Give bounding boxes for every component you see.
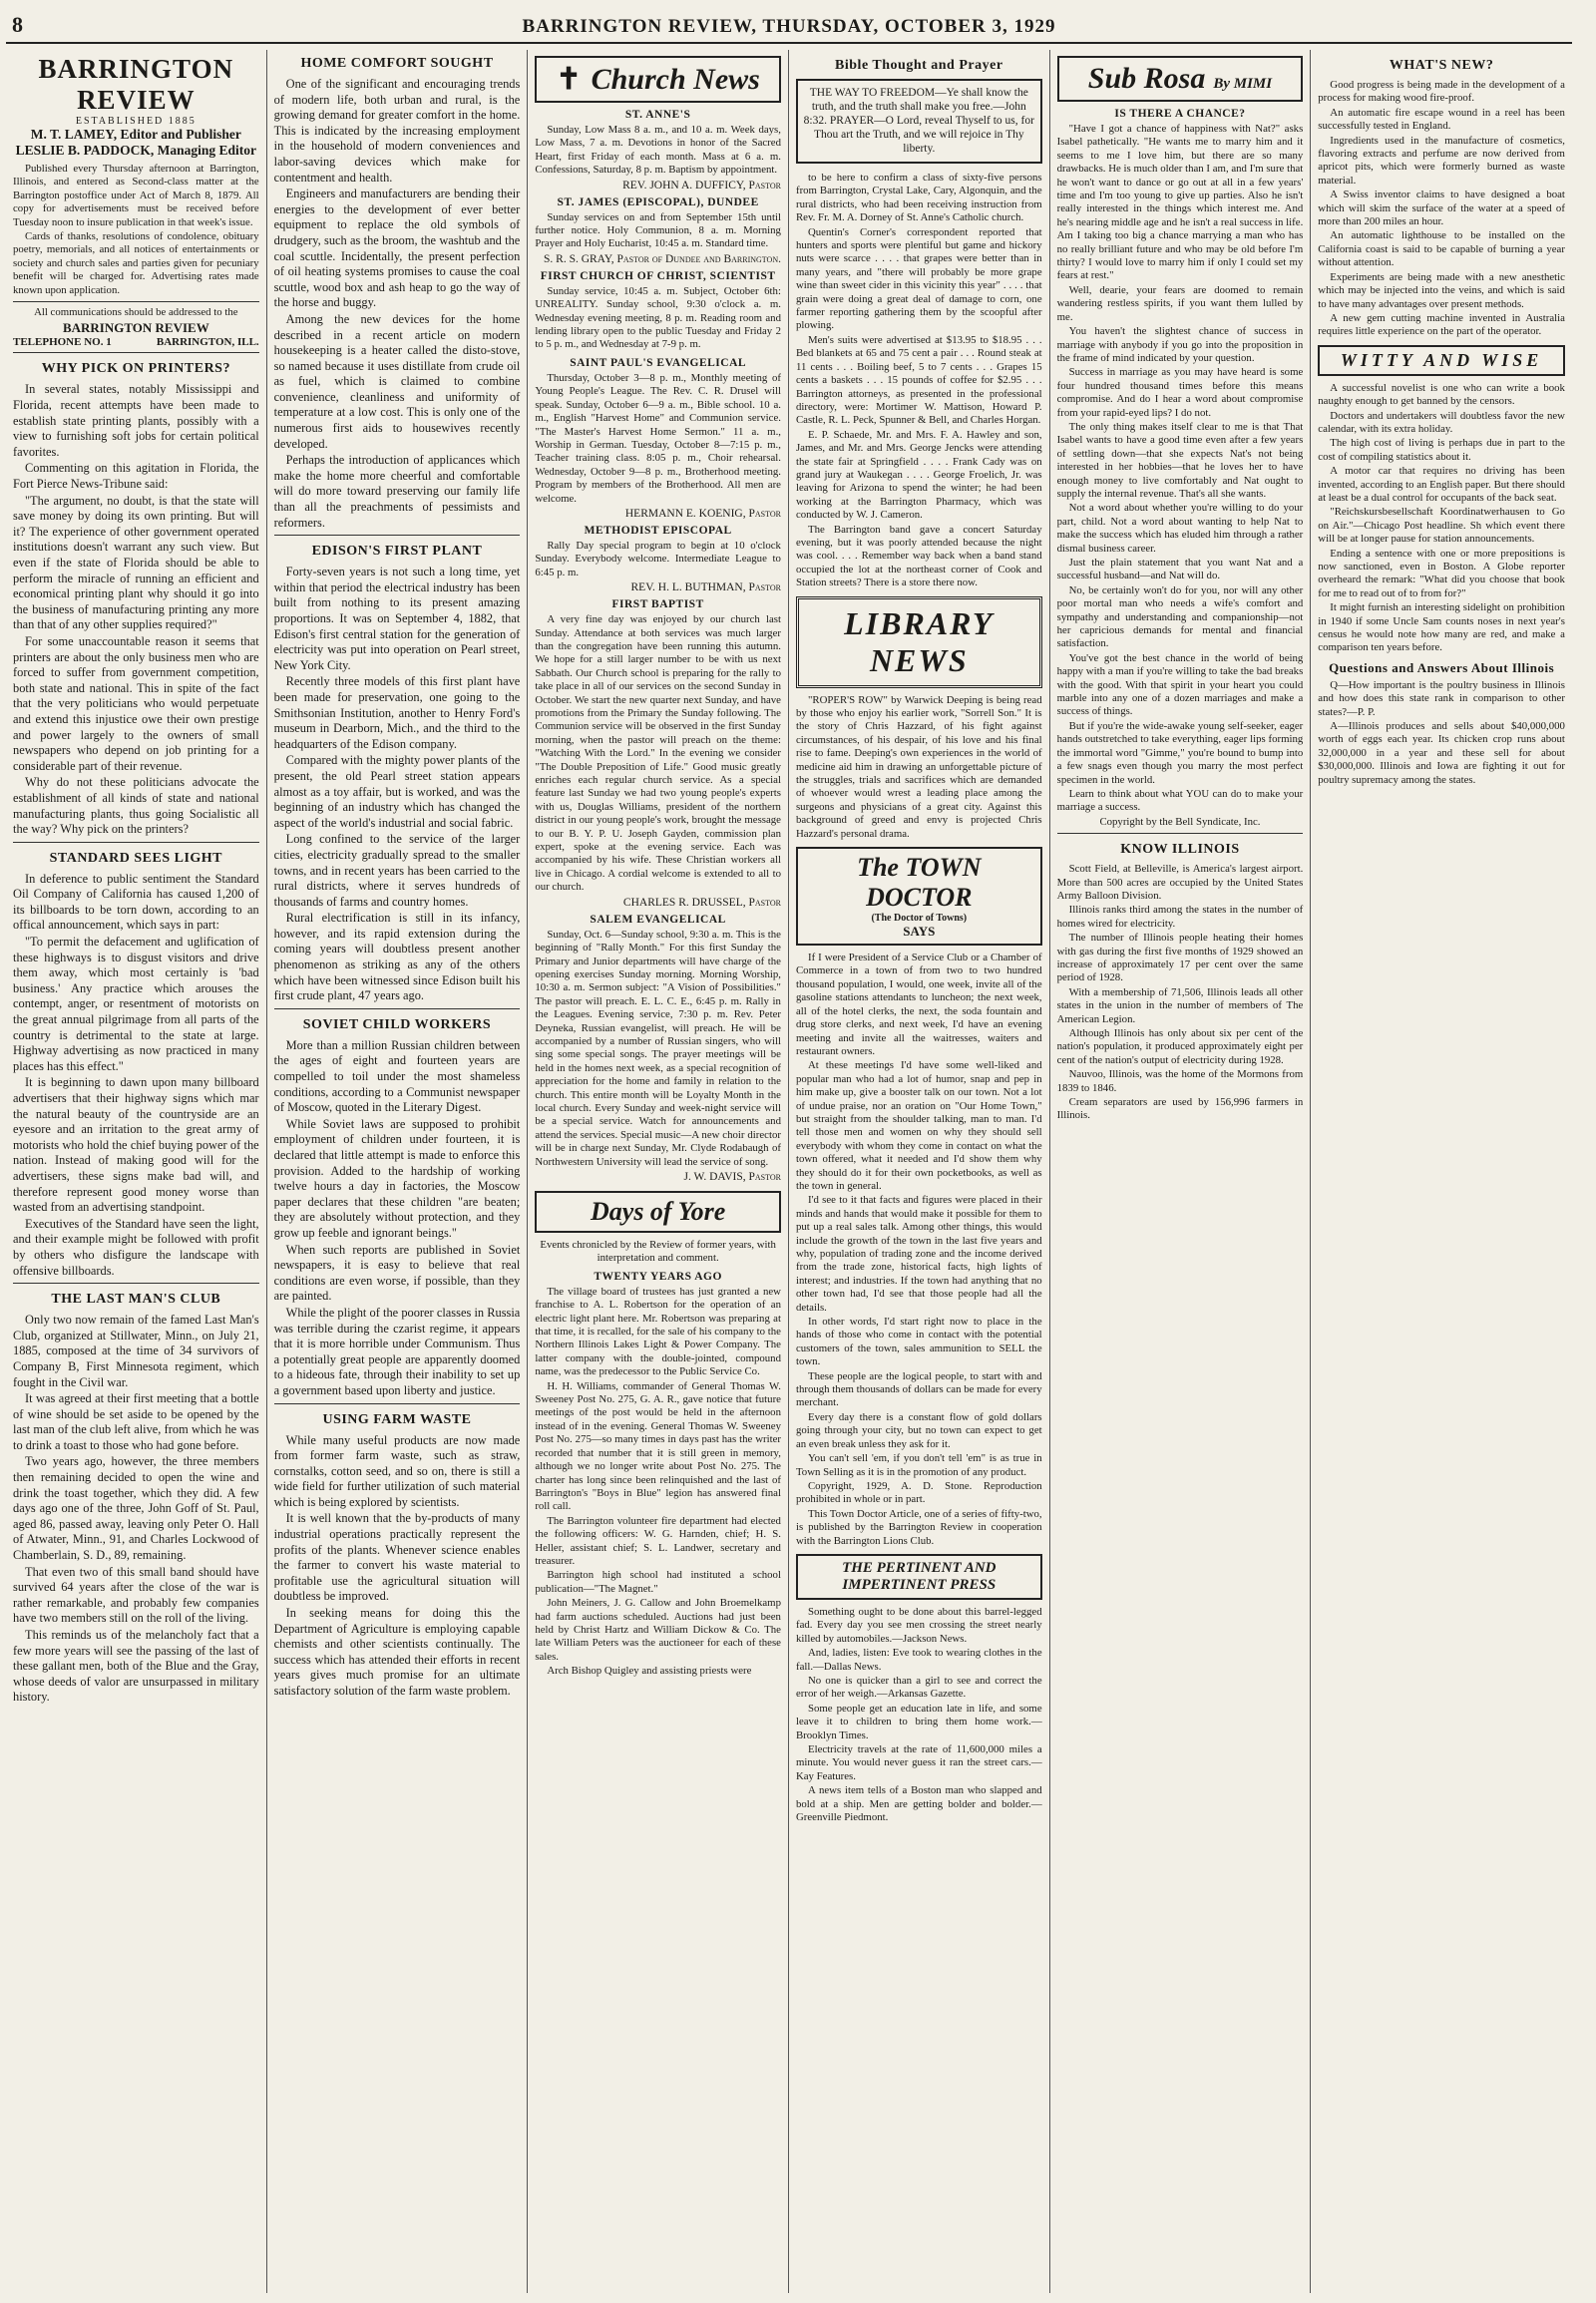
article-paragraph: These people are the logical people, to start with and through them thousands of dollars can be made for every merchant. — [795, 1369, 1042, 1409]
article-paragraph: "Have I got a chance of happiness with Nat?" asks Isabel pathetically. "He wants me to marry him and it seems to me I love him, but there are so many drawbacks. He is much older than I am, and I'm sure that he won't want to dance or go out at all in a few years' time and I'm too young to give up parties. Also he isn't really interested in the things which interest me. And he's nearing middle age and he isn't a real success in life. Am I taking too big a chance marrying a man who has no really brilliant future and who may be old before I'm thirty? I would love to marry him if only I could set my fears at rest." — [1056, 123, 1304, 282]
article-paragraph: Some people get an education late in life, and some leave it to children to bring them home work.—Brooklyn Times. — [795, 1702, 1042, 1741]
article-paragraph: Perhaps the introduction of applicances which make the home more cheerful and comfortable will do more toward preserving our family life than all the preachments of pessimists and reformers. — [273, 453, 521, 530]
article-paragraph: Commenting on this agitation in Florida, the Fort Pierce News-Tribune said: — [13, 461, 259, 492]
church-schedule: Rally Day special program to begin at 10 o'clock Sunday. Everybody welcome. Intermediate League to 6:45 p. m. — [535, 539, 781, 578]
article-paragraph: One of the significant and encouraging trends of modern life, both urban and rural, is the growing demand for greater comfort in the home. This is indicated by the increasing employment in the household of modern conveniences and labor-saving devices which make for contentment and health. — [273, 77, 521, 185]
article-heading: THE LAST MAN'S CLUB — [51, 1292, 221, 1308]
article-paragraph: The village board of trustees has just granted a new franchise to A. L. Robertson for the operation of an electric light plant here. Mr. Robertson was preparing at that time, it is recalled, for the sale of his company to the Northern Illinois Lakes Light & Power Company. The latter company with the double-jointed, compound name, was the predecessor to the Public Service Co. — [535, 1285, 781, 1378]
church-pastor: REV. JOHN A. DUFFICY, Pastor — [622, 179, 781, 192]
column-5-6 — [1050, 50, 1572, 2293]
page-number: 8 — [12, 12, 23, 37]
church-pastor: J. W. DAVIS, Pastor — [683, 1171, 781, 1183]
bible-verse-box — [796, 79, 1042, 164]
article-paragraph: You can't sell 'em, if you don't tell 'em" is as true in Town Selling as it is in the promotion of any product. — [795, 1452, 1042, 1478]
article-paragraph: A successful novelist is one who can write a book naughty enough to get banned by the censors. — [1318, 381, 1565, 408]
article-heading: SOVIET CHILD WORKERS — [302, 1016, 492, 1032]
article-heading: USING FARM WASTE — [322, 1411, 472, 1427]
article-paragraph: A Swiss inventor claims to have designed a boat which will skim the surface of the water at a speed of more than 200 miles an hour. — [1318, 189, 1565, 228]
days-of-yore-subtitle: Events chronicled by the Review of former years, with interpretation and comment. — [540, 1239, 776, 1265]
article-paragraph: Every day there is a constant flow of gold dollars going through your city, but no town can expect to get an even break unless they ask for it. — [795, 1410, 1042, 1450]
church-news-title: Church News — [591, 62, 760, 96]
article-heading: HOME COMFORT SOUGHT — [300, 56, 494, 71]
church-schedule: Thursday, October 3—8 p. m., Monthly meeting of Young People's League. The Rev. C. R. Drusel will speak. Sunday, October 6—9 a. m., Bible school. 10 a. m., English "Harvest Home" and Communion service. "The Master's Harvest Home Sermon." 11 a. m., Worship in German. Tuesday, October 8—7:15 p. m., Teacher training class. 8:05 p. m., Choir rehearsal. Wednesday, October 9—8 p. m., Brotherhood meeting. Program by members of the Brotherhood. All men are welcome. — [535, 371, 781, 505]
article-paragraph: It is beginning to dawn upon many billboard advertisers that their highway signs which mar the natural beauty of the countryside are an eyesore and an irritation to the great army of motorists who hold the chief buying power of the nation. Instead of making good will for the advertisers, these signs make bad will, and therefore represent good money worse than wasted from an advertising standpoint. — [13, 1075, 259, 1215]
article-paragraph: Doctors and undertakers will doubtless favor the new calendar, with its extra holiday. — [1318, 409, 1565, 435]
article-paragraph: Although Illinois has only about six per cent of the nation's population, it produced approximately eight per cent of the nation's output of electricity during 1928. — [1056, 1027, 1304, 1066]
column-6 — [1311, 50, 1572, 2293]
article-paragraph: The high cost of living is perhaps due in part to the cost of compiling statistics about it. — [1318, 437, 1565, 463]
article-paragraph: It is well known that the by-products of many industrial operations practically represent the profits of the plants. Whenever science enables the farmer to convert his waste material to profitable use the agricultural situation will doubtless be improved. — [273, 1511, 521, 1604]
article-paragraph: While many useful products are now made from former farm waste, such as straw, cornstalks, cotton seed, and so on, there is still a wide field for further utilization of such material which is being explored by scientists. — [273, 1432, 521, 1509]
town: BARRINGTON, ILL. — [156, 336, 259, 349]
church-pastor: S. R. S. GRAY, Pastor of Dundee and Barrington. — [544, 252, 781, 265]
article-paragraph: to be here to confirm a class of sixty-five persons from Barrington, Crystal Lake, Cary, Algonquin, and the rural districts, who had been receiving instruction from Rev. Fr. M. A. Dorney of St. Anne's Catholic church. — [795, 172, 1042, 224]
town-doctor-banner — [796, 847, 1042, 946]
church-name: FIRST CHURCH OF CHRIST, SCIENTIST — [540, 269, 776, 282]
article-paragraph: With a membership of 71,506, Illinois leads all other states in the union in the number of members of The American Legion. — [1056, 985, 1304, 1025]
article-paragraph: You've got the best chance in the world of being happy with a man if you're willing to take the bad breaks with the good. With that spirit in your heart you could marble into any one of a dozen marriages and make a success of things. — [1056, 651, 1304, 718]
church-schedule: A very fine day was enjoyed by our church last Sunday. Attendance at both services was much larger than the congregation have been running this autumn. We hope for a still larger number to be with us next Sabbath. Our Church school is preparing for the rally to take place in all of our services on the second Sunday in October. We start the new quarter next Sunday, and have promotions from the Primary the Sunday following. The Communion service will be observed in the first Sunday morning, when the pastor will preach on the theme: "Watching With the Lord." In the evening we consider "The Double Preposition of Life." Good music greatly enriches each regular church service. As a special feature last Sunday we had two young people's experts with us, Douglas Williams, president of the northern district in our young people's work, brought the message to our B. Y. P. U. Joseph Gayden, commission plan expert, spoke at the evening service. Each was accompanied by his wife. These Christian workers all live in Chicago. A cordial welcome is extended to all to our church. — [535, 613, 781, 894]
editor-line: M. T. LAMEY, Editor and Publisher — [30, 127, 241, 142]
article-paragraph: It was agreed at their first meeting that a bottle of wine should be set aside to be opened by the last man of the club left alive, from which he was to drink a toast to those who had gone before. — [13, 1391, 259, 1452]
sub-rosa-banner — [1057, 56, 1304, 102]
article-paragraph: At these meetings I'd have some well-liked and popular man who had a lot of humor, snap and pep in him make up, give a booster talk on our town. Not a lot of undue praise, nor an oration on "Our Home Town," but straight from the shoulder talking, man to man. I'd tell those men and women on why they should sell everybody with whom they come in contact on what the town offered, what it needed and I'd show them why they should do it for their own pocketbooks, as well as the town in general. — [795, 1059, 1042, 1192]
article-paragraph: And, ladies, listen: Eve took to wearing clothes in the fall.—Dallas News. — [795, 1647, 1042, 1673]
article-paragraph: Among the new devices for the home described in a recent article on modern housekeeping is a heater called the disto-stove, so named because it uses distillate from crude oil as fuel, which is claimed to combine convenience, cleanliness and uniformity of temperature at a low cost. This is only one of the numerous first aids to housewives recently developed. — [273, 311, 521, 451]
article-paragraph: I'd see to it that facts and figures were placed in their minds and hands that would make it possible for them to put up a real sales talk. Among other things, this would include the growth of the town in the last five years and why, population of trading zone and the income derived from the trade zone, historical facts, high lights of interest; and industries. If the town had anything that no other town had, I'd see that those people had all the details. — [795, 1194, 1042, 1314]
paper-nameplate — [13, 54, 259, 159]
article-paragraph: Copyright, 1929, A. D. Stone. Reproduction prohibited in whole or in part. — [795, 1479, 1042, 1506]
article-paragraph: Something ought to be done about this barrel-legged fad. Every day you see men crossing the street nearly killed by automobiles.—Jackson News. — [795, 1605, 1042, 1645]
article-paragraph: Long confined to the service of the larger cities, electricity gradually spread to the smaller towns, and in recent years has been carried to the rural districts, where it serves hundreds of thousands of farms and country homes. — [273, 832, 521, 909]
article-paragraph: Quentin's Corner's correspondent reported that hunters and sports were plentiful but game and hickory nuts were scarce . . . . that grapes were better than in many years, and "there will probably be more grape wine than sweet cider in this vicinity this year" . . . . that grain were doing a great deal of damage to corn, one farmer reporting gathering them by the scoopful after plowing. — [795, 225, 1042, 332]
article-paragraph: An automatic lighthouse to be installed on the California coast is said to be capable of burning a year without attention. — [1318, 229, 1565, 269]
article-heading: WHAT'S NEW? — [1389, 58, 1494, 73]
pertinent-press-banner: THE PERTINENT AND IMPERTINENT PRESS — [796, 1554, 1042, 1600]
editor-line: LESLIE B. PADDOCK, Managing Editor — [15, 143, 256, 158]
article-paragraph: John Meiners, J. G. Callow and John Broemelkamp had farm auctions scheduled. Auctions had just been held by Christ Hartz and William Dickow & Co. The late William Peters was the auctioneer for each of these sales. — [535, 1597, 781, 1663]
article-heading: WHY PICK ON PRINTERS? — [41, 361, 230, 377]
town-doctor-says: SAYS — [903, 924, 936, 940]
column-2 — [267, 50, 529, 2293]
article-paragraph: But if you're the wide-awake young self-seeker, eager hands outstretched to take everything, eager lips forming the immortal word "Gimme," you're bound to bump into a few snags even though you marry the most perfect specimen in the world. — [1056, 719, 1304, 786]
article-paragraph: More than a million Russian children between the ages of eight and fourteen years are compelled to toil under the most shameless conditions, according to a Communist newspaper of Moscow, quoted in the Literary Digest. — [273, 1037, 521, 1115]
article-paragraph: Nauvoo, Illinois, was the home of the Mormons from 1839 to 1846. — [1056, 1068, 1304, 1094]
article-paragraph: Scott Field, at Belleville, is America's largest airport. More than 500 acres are occupied by the United States Army Balloon Division. — [1056, 863, 1304, 902]
article-paragraph: No, be certainly won't do for you, nor will any other poor mortal man who needs a wife's comfort and sympathy and understanding and companionship—not her capricious demands for mental and financial satisfaction. — [1056, 583, 1304, 650]
article-paragraph: In seeking means for doing this the Department of Agriculture is employing capable chemists and other scientists continually. The success which has attended their efforts in recent years gives much promise for an ultimate satisfactory solution of the farm waste problem. — [273, 1606, 521, 1698]
church-name: ST. JAMES (EPISCOPAL), DUNDEE — [557, 195, 759, 208]
section-subheading: Questions and Answers About Illinois — [1329, 659, 1555, 675]
article-paragraph: Experiments are being made with a new anesthetic which may be injected into the veins, and which is said to have many advantages over present methods. — [1318, 270, 1565, 310]
church-pastor: REV. H. L. BUTHMAN, Pastor — [630, 581, 781, 594]
masthead-line: BARRINGTON REVIEW, THURSDAY, OCTOBER 3, 1929 — [522, 16, 1056, 37]
sub-rosa-byline: By MIMI — [1213, 76, 1273, 92]
article-paragraph: In other words, I'd start right now to place in the hands of those who come in contact with the potential customers of the town, sales ammunition to SELL the town. — [795, 1316, 1042, 1368]
article-heading: STANDARD SEES LIGHT — [49, 850, 223, 866]
article-paragraph: You haven't the slightest chance of success in marriage with anybody if you go into the proposition in the frame of mind indicated by your question. — [1056, 325, 1304, 364]
cross-icon: ✝ — [556, 63, 582, 96]
article-paragraph: Rural electrification is still in its infancy, however, and its rapid extension during the coming years will doubtless present another phenomenon as striking as any of the others which have been witnessed since Edison built his first crude plant, 47 years ago. — [273, 911, 521, 1003]
column-5 — [1050, 50, 1312, 2293]
article-paragraph: Recently three models of this first plant have been made for preservation, one going to the Smithsonian Institution, another to Henry Ford's museum in Dearborn, Mich., and the third to the headquarters of the Edison company. — [273, 674, 521, 751]
witty-and-wise-banner: WITTY AND WISE — [1318, 345, 1565, 376]
article-paragraph: In several states, notably Mississippi and Florida, recent attempts have been made to establish state printing plants, possibly with a view to furnishing soft jobs for certain political favorites. — [13, 382, 259, 459]
article-paragraph: A—Illinois produces and sells about $40,000,000 worth of eggs each year. Its chicken crop runs about 32,000,000 in a year and these sell for about $30,000,000. Illinois and Iowa are fighting it out for poultry supremacy among the states. — [1318, 720, 1565, 786]
article-paragraph: Two years ago, however, the three members then remaining decided to open the wine and drink the toast together, which they did. A few days ago one of the three, John Goff of St. Paul, aged 86, passed away, leaving only Peter O. Hall of Atwater, Minn., 91, and Charles Lockwood of Chamberlain, S. D., 89, remaining. — [13, 1454, 259, 1563]
church-name: SAINT PAUL'S EVANGELICAL — [570, 356, 747, 369]
article-paragraph: Men's suits were advertised at $13.95 to $18.95 . . . Bed blankets at 65 and 75 cent a pair . . . Round steak at 11 cents . . . Boiling beef, 5 to 7 cents . . . Grapes 15 cents a baskets . . . 15 pounds of coffee for $2.95 . . . Barrington attorneys, as presented in the professional directory, were: Mortimer W. Mattison, Howard P. Castle, R. L. Peck, Spunner & Bell, and Charles Horgan. — [795, 333, 1042, 427]
article-paragraph: Learn to think about what YOU can do to make your marriage a success. — [1056, 787, 1304, 814]
article-paragraph: In deference to public sentiment the Standard Oil Company of California has caused 1,200 of its billboards to be torn down, according to an offical announcement, which says in part: — [13, 871, 259, 933]
church-pastor: HERMANN E. KOENIG, Pastor — [624, 507, 781, 520]
bible-heading: Bible Thought and Prayer — [835, 58, 1003, 73]
article-paragraph: Ending a sentence with one or more prepositions is now sanctioned, even in Boston. A Globe reporter overheard the remark: "What did you choose that book for me to read out of to from for?" — [1318, 547, 1565, 599]
church-name: ST. ANNE'S — [624, 109, 691, 121]
article-paragraph: Q—How important is the poultry business in Illinois and how does this state rank in comparison to other states?—P. P. — [1318, 678, 1565, 718]
cards-notice: Cards of thanks, resolutions of condolence, obituary poetry, memorials, and all notices of entertainments or society and church sales and parties given for pecuniary benefit will be charged for. Advertising rates made known upon application. — [13, 230, 259, 296]
article-paragraph: Barrington high school had instituted a school publication—"The Magnet." — [535, 1569, 781, 1595]
article-paragraph: The number of Illinois people heating their homes with gas during the first five months of 1929 showed an increase of approximately 17 per cent over the same period of 1928. — [1056, 932, 1304, 984]
article-paragraph: While Soviet laws are supposed to prohibit employment of children under fourteen, it is declared that little attempt is made to enforce this provision. Added to the hardship of working twelve hours a day in factories, the Moscow paper declares that these children "are beaten; they are absolutely without protection, and they grow up feeble and ignorant beings." — [273, 1116, 521, 1240]
article-paragraph: "To permit the defacement and uglification of these highways is to disgust visitors and drive them away, which most certainly is 'bad business.' Any practice which arouses the contempt, anger, or resentment of motorists on the great annual pilgrimage from all parts of the country is detrimental to the state at large. Highway advertising as now practiced in many places has this effect." — [13, 935, 259, 1073]
article-paragraph: That even two of this small band should have survived 64 years after the close of the war is rather remarkable, and probably few companies have two members still on the roll of the living. — [13, 1564, 259, 1626]
article-paragraph: Forty-seven years is not such a long time, yet within that period the electrical industry has been built from nothing to its present amazing proportions. It was on September 4, 1882, that Edison's first central station for the generation of electricity was put into operation on Pearl street, New York City. — [273, 565, 521, 672]
article-paragraph: While the plight of the poorer classes in Russia was terrible during the czarist regime, it appears that it is more horrible under Communism. Thus a potentially great people are apparently doomed to a hideous fate, through their inability to set up a government based upon liberty and justice. — [273, 1305, 521, 1397]
article-paragraph: H. H. Williams, commander of General Thomas W. Sweeney Post No. 275, G. A. R., gave notice that future meetings of the post would be held in the afternoon instead of in the evening. General Thomas W. Sweeney Post No. 275—so many times in days past has the writer recorded that number that it is still green in memory, although we no longer write about Post No. 275. The charter has long since been relinquished and the last of Barrington's "Boys in Blue" legion has answered final roll call. — [535, 1379, 781, 1513]
article-paragraph: For some unaccountable reason it seems that printers are about the only business men who are forced to suffer from government competition, both state and national. This in spite of the fact that the very politicians who would perpetuate and extend this injustice owe their own prestige and power largely to the owners of small newspapers who depend on job printing for a considerable part of their revenue. — [13, 633, 259, 773]
article-paragraph: This reminds us of the melancholy fact that a few more years will see the passing of the last of these gallant men, both of the Blue and the Gray, whose deeds of valor are unsurpassed in military history. — [13, 1628, 259, 1705]
article-paragraph: Electricity travels at the rate of 11,600,000 miles a minute. You would never guess it ran the street cars.—Kay Features. — [795, 1743, 1042, 1782]
town-doctor-subtitle: (The Doctor of Towns) — [871, 913, 968, 925]
article-paragraph: "ROPER'S ROW" by Warwick Deeping is being read by those who enjoy his earlier work, "Sorrell Son." It is the story of Chris Hazzard, of his fight against circumstances, of his despair, of his love and his final rise to fame. Deeping's own experiences in the world of medicine aid him in drawing an unforgettable picture of the struggles, trials and sacrifices which are demanded of whoever would wrest a leading place among the surgeons and physicians of a great city. Against this background of greed and envy is projected Chris Hazzard's personal drama. — [795, 693, 1042, 840]
article-paragraph: Good progress is being made in the development of a process for making wood fire-proof. — [1318, 79, 1565, 105]
columns — [6, 50, 1572, 2293]
article-paragraph: A news item tells of a Boston man who slapped and bold at a ship. Men are getting bolder and bolder.—Greenville Piedmont. — [795, 1784, 1042, 1824]
article-paragraph: If I were President of a Service Club or a Chamber of Commerce in a town of from two to two hundred thousand population, I would, one week, invite all of the gasoline stations attendants to luncheon; the next week, all of the hotel clerks, the next, the soda fountain and drug store clerks, and next week, I'd have an evening meeting and invite all the waitresses, waiters and restaurant owners. — [795, 952, 1042, 1057]
article-paragraph: Why do not these politicians advocate the establishment of all kinds of state and national manufacturing plants, thus going Socialistic all the way? Why pick on the printers? — [13, 775, 259, 837]
article-paragraph: The Barrington band gave a concert Saturday evening, but it was poorly attended because the night was cool. . . . Remember way back when a band stand occupied the lot at the northeast corner of Cook and Station streets? There is a store there now. — [795, 523, 1042, 589]
article-paragraph: "Reichskursbesellschaft Koordinatwerhausen to Go on Air."—Chicago Post headline. Sh which event there will be at longer pause for station announcements. — [1318, 506, 1565, 546]
article-paragraph: Compared with the mighty power plants of the present, the old Pearl street station appears almost as a toy affair, but is worked, and was the beginning of an industry which has changed the aspect of the world's industrial and social fabric. — [273, 753, 521, 830]
article-paragraph: Just the plain statement that you want Nat and a successful husband—and Nat will do. — [1056, 557, 1304, 582]
article-paragraph: Well, dearie, your fears are doomed to remain wandering restless spirits, if you want them lulled by me. — [1056, 283, 1304, 323]
article-paragraph: Engineers and manufacturers are bending their energies to the development of ever better equipment to replace the old symbols of drudgery, such as the broom, the washtub and the coal scuttle. Incidentally, the present perfection of oil heating systems promises to cause the coal scuttle, wood box and ash heap to go the way of the horse and buggy. — [273, 187, 521, 310]
article-paragraph: The only thing makes itself clear to me is that That Isabel wants to have a good time even after a few years of settling down—that she expects Nat's not being interested in her hobbies—that he loves her to have enough money to live comfortably and Nat ought to supply the internal revenue. That's all she wants. — [1056, 420, 1304, 500]
article-paragraph: When such reports are published in Soviet newspapers, it is easy to believe that real conditions are even worse, if possible, than they are painted. — [273, 1242, 521, 1304]
article-paragraph: Success in marriage as you may have heard is some four hundred thousand times before this means compromise. And do I hear a word about compromise from your rapid-eyed lips? I do not. — [1056, 366, 1304, 419]
church-pastor: CHARLES R. DRUSSEL, Pastor — [622, 896, 781, 909]
article-paragraph: Arch Bishop Quigley and assisting priests were — [547, 1665, 752, 1678]
article-paragraph: Ingredients used in the manufacture of cosmetics, flavoring extracts and perfume are now derived from apricot pits, which were formerly burned as waste material. — [1318, 134, 1565, 187]
article-paragraph: No one is quicker than a girl to see and correct the error of her weigh.—Arkansas Gazette. — [795, 1674, 1042, 1701]
town-doctor-title: The TOWN DOCTOR — [857, 853, 982, 913]
sub-rosa-title: Sub Rosa — [1087, 62, 1206, 95]
church-name: FIRST BAPTIST — [611, 598, 704, 611]
article-paragraph: A motor car that requires no driving has been invented, according to an English paper. But there should at least be a dual control for occupants of the back seat. — [1318, 465, 1565, 504]
telephone: TELEPHONE NO. 1 — [13, 336, 112, 349]
article-paragraph: "The argument, no doubt, is that the state will save money by doing its own printing. But will it? The experience of other government operated institutions doesn't warrant any such view. But even if the state of Florida should be able to perform the miracle of running an efficient and economical printing plant why should it go into the business of manufacturing printing any more than that of any other supplies required?" — [13, 493, 259, 632]
church-schedule: Sunday service, 10:45 a. m. Subject, October 6th: UNREALITY. Sunday school, 9:30 o'clock a. m. Wednesday evening meeting, 8 p. m. Reading room and lending library open to the public Tuesday and Friday 2 to 5 p. m., and Wednesday at 7-9 p. m. — [535, 284, 781, 351]
address-notice: All communications should be addressed to the — [34, 306, 238, 319]
paper-name: BARRINGTON REVIEW — [38, 54, 234, 115]
column-1 — [6, 50, 267, 2293]
article-heading: EDISON'S FIRST PLANT — [311, 544, 483, 560]
church-schedule: Sunday services on and from September 15th until further notice. Holy Communion, 8 a. m. Morning Prayer and Holy Eucharist, 10:45 a. m. Standard time. — [535, 210, 781, 250]
section-subheading: TWENTY YEARS AGO — [594, 1270, 722, 1283]
article-paragraph: A new gem cutting machine invented in Australia requires little experience on the part of the operator. — [1318, 311, 1565, 338]
copyright-line: Copyright by the Bell Syndicate, Inc. — [1099, 815, 1261, 828]
bible-verse: THE WAY TO FREEDOM—Ye shall know the truth, and the truth shall make you free.—John 8:32. PRAYER—O Lord, reveal Thyself to us, for Thou art the Truth, and we will rejoice in Thy liberty. — [803, 87, 1034, 155]
established-line: ESTABLISHED 1885 — [75, 116, 197, 127]
days-of-yore-banner: Days of Yore — [535, 1191, 781, 1233]
church-schedule: Sunday, Oct. 6—Sunday school, 9:30 a. m. This is the beginning of "Rally Month." For this first Sunday the Primary and Junior departments will have charge of the opening exercises Sunday morning. Morning Worship, 10:30 a. m. Sermon subject: "A Vision of Possibilities." The pastor will preach. E. L. C. E., 6:45 p. m. Rally in the Leagues. Evening service, 7:30 p. m. Rev. Peter Deyneka, Russian evangelist, will preach. He will be accompanied by a number of Russian singers, who will sing some special songs. The prayer meetings will be held in the homes next week, as a special recognition of appreciation for the home and family in relation to the church. This entire month will be Loyalty Month in the local church. Every Sunday and week-night service will be a special service. Watch for announcements and attend the services. Special music—A new choir director will be in charge next Sunday, Mr. Clyde Rodabaugh of Northwestern University will lead the service of song. — [535, 928, 781, 1168]
article-paragraph: It might furnish an interesting sidelight on prohibition in 1940 if some Uncle Sam counts noses in next year's census he would note how many are red, and make a comparison ten years before. — [1318, 601, 1565, 654]
church-name: SALEM EVANGELICAL — [590, 913, 726, 926]
article-paragraph: This Town Doctor Article, one of a series of fifty-two, is published by the Barrington Review in cooperation with the Barrington Lions Club. — [795, 1507, 1042, 1547]
section-subheading: IS THERE A CHANCE? — [1114, 108, 1246, 120]
church-list — [535, 109, 781, 1183]
article-paragraph: Only two now remain of the famed Last Man's Club, organized at Stillwater, Minn., on July 21, 1885, composed at the time of 34 survivors of Company B, First Minnesota regiment, which fought in the Civil war. — [13, 1313, 259, 1389]
church-name: METHODIST EPISCOPAL — [584, 524, 732, 537]
article-heading: KNOW ILLINOIS — [1120, 842, 1240, 858]
church-schedule: Sunday, Low Mass 8 a. m., and 10 a. m. Week days, Low Mass, 7 a. m. Devotions in honor of the Sacred Heart, first Friday of each month. Mass at 6 a. m. Confessions, Saturday, 8 p. m. Baptism by appointment. — [535, 124, 781, 177]
article-paragraph: E. P. Schaede, Mr. and Mrs. F. A. Hawley and son, James, and Mr. and Mrs. George Jencks were attending the state fair at Springfield . . . . Frank Cady was on grand jury at Waukegan . . . . George Froelich, Jr. was leaving for Arizona to spend the winter; he had been working at the Barrington Pharmacy, which was conducted by W. J. Cameron. — [795, 428, 1042, 522]
article-paragraph: Not a word about whether you're willing to do your part, child. Not a word about wanting to help Nat to make the success which has eluded him through a rather dismal business career. — [1056, 502, 1304, 555]
column-4 — [789, 50, 1050, 2293]
church-news-banner — [535, 56, 781, 103]
article-paragraph: Cream separators are used by 156,996 farmers in Illinois. — [1056, 1096, 1304, 1122]
library-news-banner: LIBRARY NEWS — [796, 596, 1042, 688]
address-paper: BARRINGTON REVIEW — [62, 320, 209, 336]
running-head — [6, 10, 1572, 44]
article-paragraph: The Barrington volunteer fire department had elected the following officers: W. G. Harnden, chief; H. S. Heller, assistant chief; S. L. Landwer, secretary and treasurer. — [535, 1514, 781, 1567]
publication-notice: Published every Thursday afternoon at Barrington, Illinois, and entered as Second-class matter at the Barrington postoffice under Act of March 8, 1879. All copy for advertisements must be received before Tuesday noon to insure publication in that week's issue. — [13, 163, 259, 228]
contact-row — [13, 336, 259, 348]
article-paragraph: Illinois ranks third among the states in the number of homes wired for electricity. — [1056, 904, 1304, 930]
article-paragraph: Executives of the Standard have seen the light, and their example might be followed with profit by others who disfigure the landscape with offensive billboards. — [13, 1216, 259, 1278]
column-3 — [528, 50, 789, 2293]
article-paragraph: An automatic fire escape wound in a reel has been successfully tested in England. — [1318, 106, 1565, 133]
